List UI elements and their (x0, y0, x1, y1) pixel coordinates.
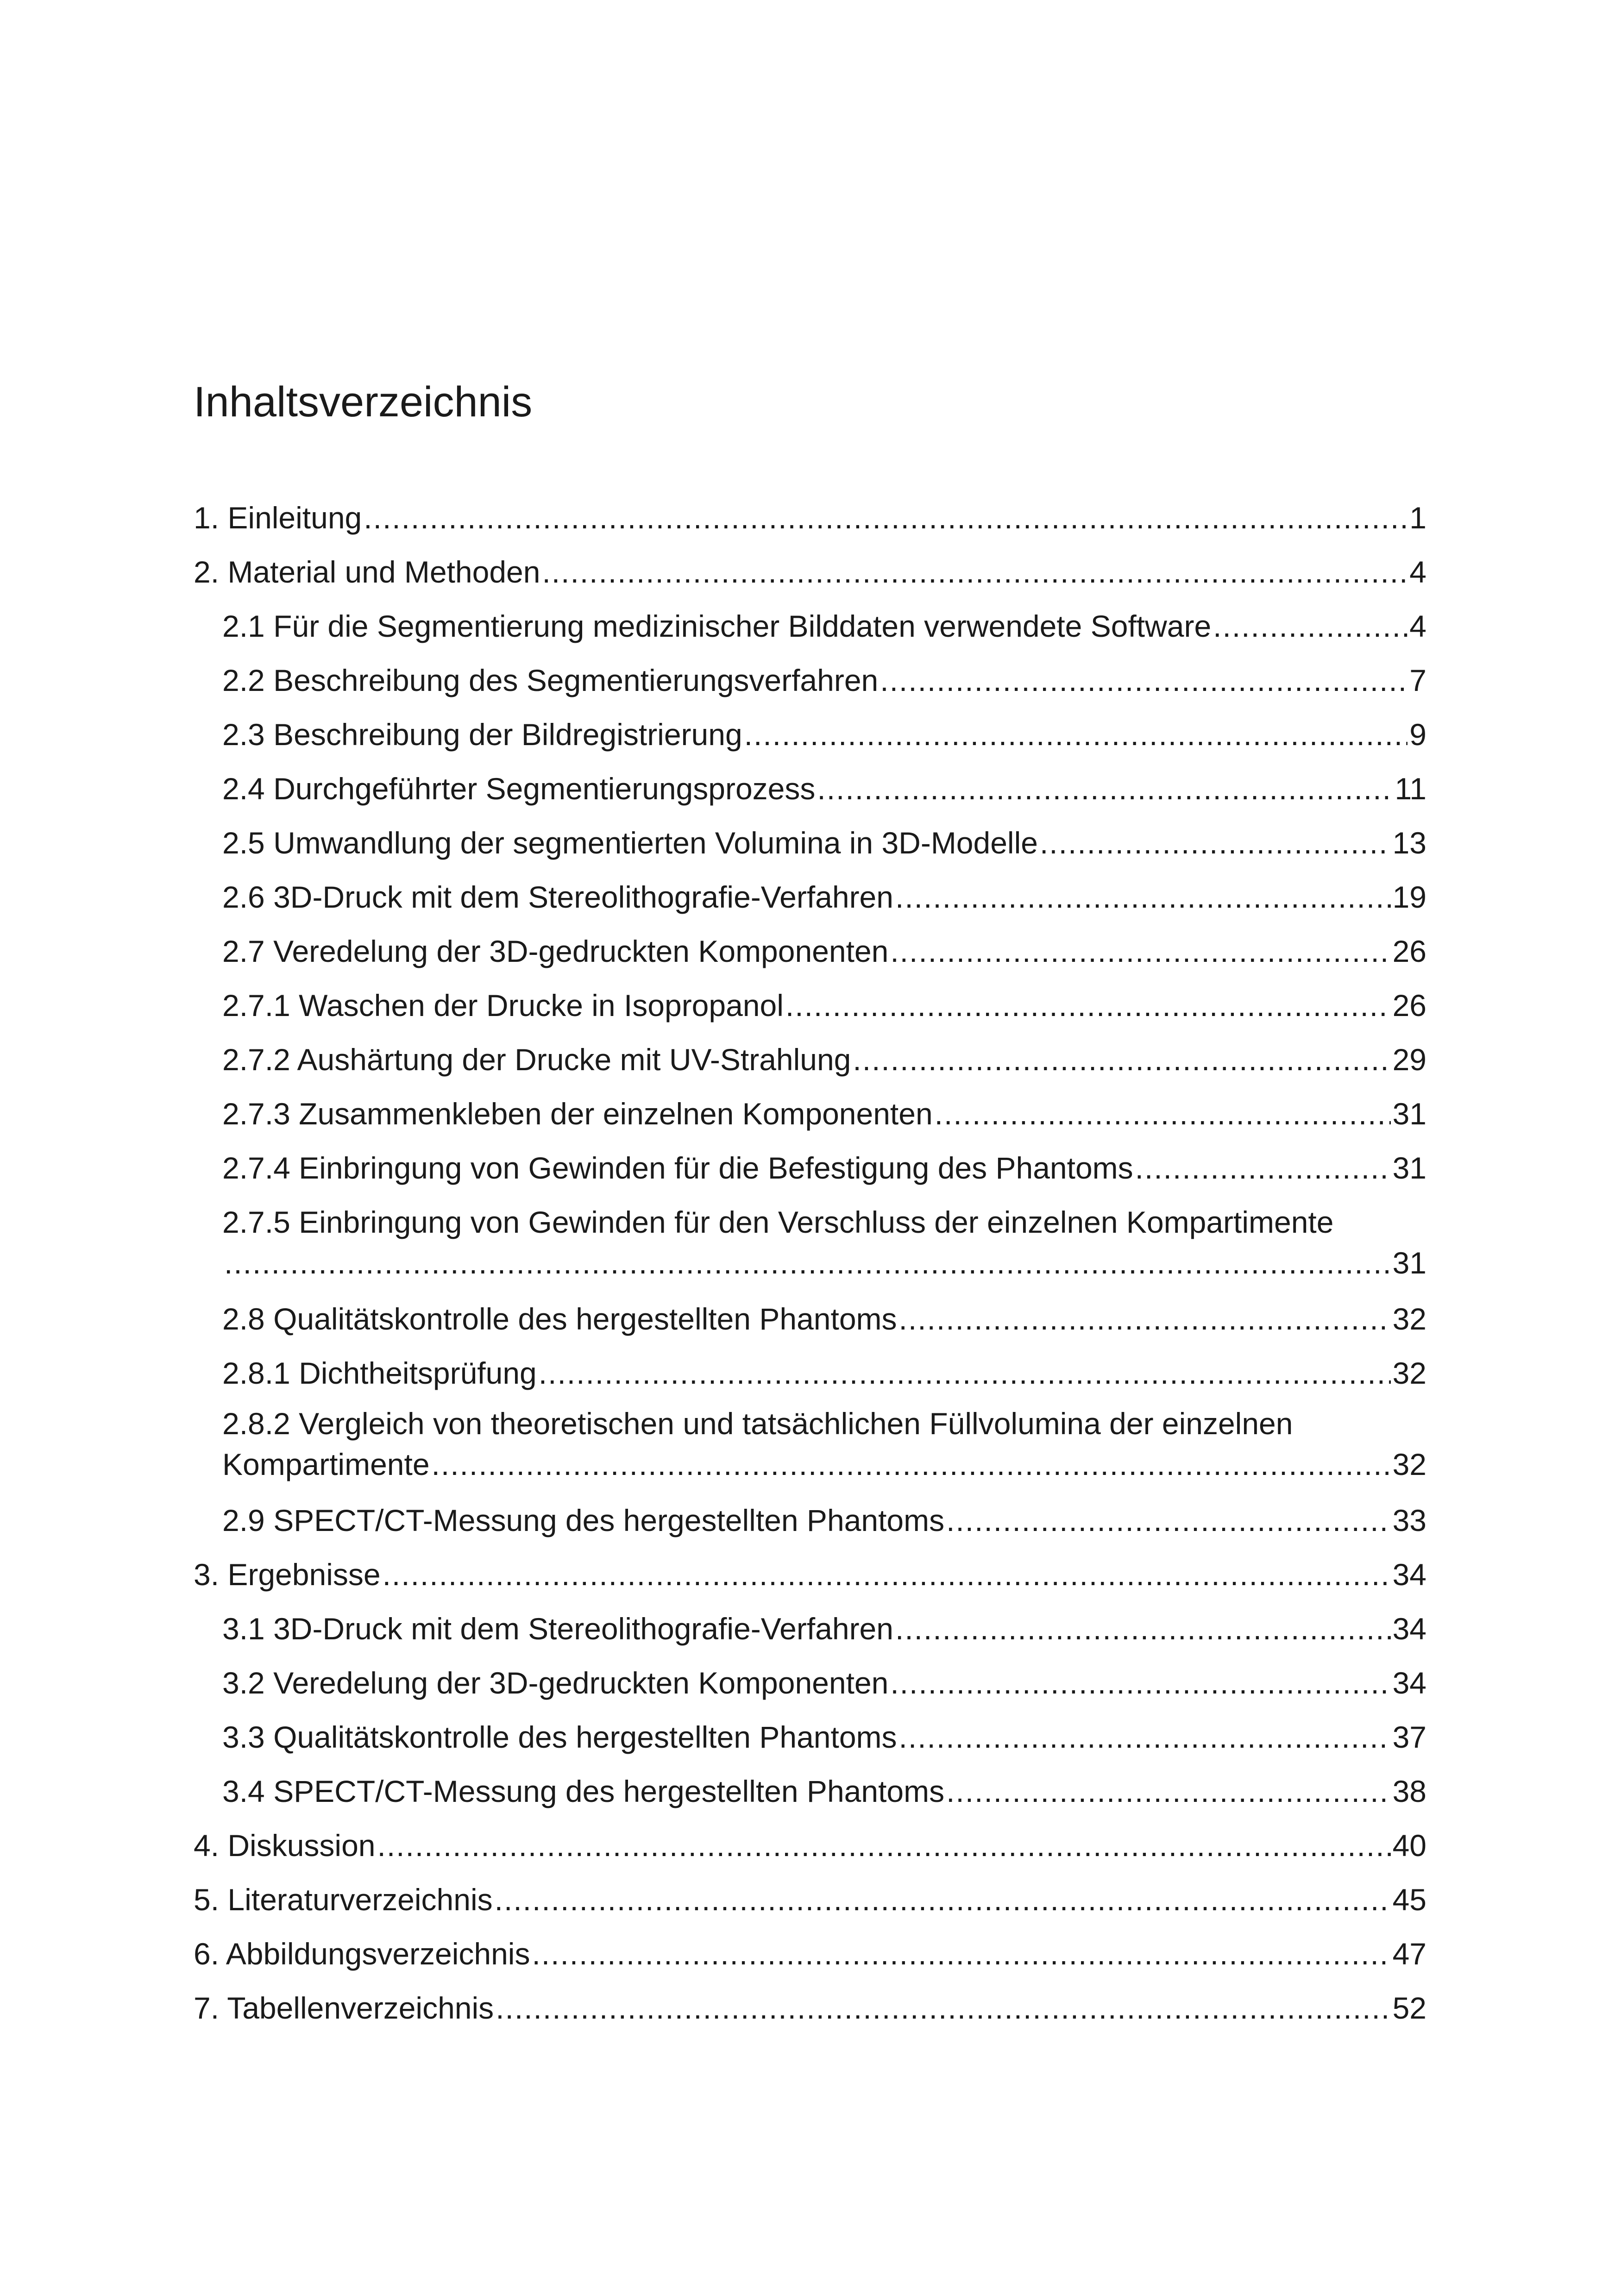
toc-entry-label: 3.2 Veredelung der 3D-gedruckten Komponenten (222, 1666, 889, 1700)
dot-leader (532, 1938, 1390, 1969)
dot-leader (1135, 1153, 1391, 1183)
toc-entry (194, 1993, 1426, 2030)
toc-page-number: 29 (1392, 1042, 1426, 1077)
toc-entry-label: 2.7 Veredelung der 3D-gedruckten Komponenten (222, 934, 889, 968)
toc-entry-label: 2.8.1 Dichtheitsprüfung (222, 1356, 537, 1390)
toc-entry-label: 2.7.4 Einbringung von Gewinden für die Befestigung des Phantoms (222, 1151, 1133, 1185)
toc-entry-row (222, 828, 1426, 865)
toc-entry-row (222, 1613, 1426, 1650)
toc-entry (194, 1938, 1426, 1976)
dot-leader (496, 1993, 1390, 2023)
toc-page-number: 31 (1392, 1097, 1426, 1131)
toc-page-number: 34 (1392, 1557, 1426, 1592)
toc-page-number: 47 (1392, 1937, 1426, 1971)
toc-entry-row (222, 1358, 1426, 1395)
toc-entry-row (194, 557, 1426, 594)
toc-entry (222, 1153, 1426, 1190)
toc-entry-label: 2.7.3 Zusammenkleben der einzelnen Komponenten (222, 1097, 933, 1131)
dot-leader (1040, 828, 1391, 858)
toc-page-number: 26 (1392, 934, 1426, 968)
toc-entry-label: 2.6 3D-Druck mit dem Stereolithografie-Verfahren (222, 880, 893, 914)
toc-entry-row (222, 1098, 1426, 1135)
toc-entry (222, 719, 1426, 756)
toc-page-number: 52 (1392, 1991, 1426, 2025)
toc-entry-label: Kompartimente (222, 1447, 430, 1481)
dot-leader (785, 990, 1391, 1021)
toc-entry (222, 1207, 1426, 1286)
dot-leader (853, 1044, 1390, 1075)
toc-entry (222, 665, 1426, 702)
dot-leader (542, 557, 1407, 587)
toc-entry-row (222, 1722, 1426, 1759)
toc-page-number: 9 (1409, 717, 1426, 752)
toc-entry-row (222, 990, 1426, 1027)
toc-entry-label: 2.4 Durchgeführter Segmentierungsprozess (222, 772, 816, 806)
dot-leader (890, 1668, 1390, 1698)
page-title: Inhaltsverzeichnis (194, 378, 533, 426)
dot-leader (880, 665, 1407, 696)
toc-entry-label: 7. Tabellenverzeichnis (194, 1991, 494, 2025)
toc-page-number: 13 (1392, 826, 1426, 860)
dot-leader (817, 773, 1393, 804)
dot-leader (539, 1358, 1391, 1388)
toc-entry (222, 990, 1426, 1027)
toc-entry-row (194, 1559, 1426, 1596)
dot-leader (377, 1830, 1391, 1861)
toc-entry-row (194, 1938, 1426, 1976)
toc-entry-label: 1. Einleitung (194, 501, 362, 535)
toc-entry-row (194, 1993, 1426, 2030)
dot-leader (432, 1449, 1391, 1480)
toc-entry-label: 3.1 3D-Druck mit dem Stereolithografie-Verfahren (222, 1612, 893, 1646)
toc-page-number: 32 (1392, 1447, 1426, 1481)
toc-entry-label: 2.3 Beschreibung der Bildregistrierung (222, 717, 742, 752)
toc-page-number: 37 (1392, 1720, 1426, 1754)
toc-entry-label: 2.8 Qualitätskontrolle des hergestellten Phantoms (222, 1302, 897, 1336)
toc-entry (222, 1098, 1426, 1135)
dot-leader (744, 719, 1408, 750)
toc-page-number: 1 (1409, 501, 1426, 535)
toc-entry (222, 1408, 1426, 1487)
dot-leader (899, 1722, 1391, 1752)
toc-page-number: 45 (1392, 1882, 1426, 1917)
toc-entry (222, 882, 1426, 919)
dot-leader (935, 1098, 1391, 1129)
toc-entry-row (222, 1153, 1426, 1190)
dot-leader (899, 1304, 1391, 1334)
toc-page-number: 33 (1392, 1503, 1426, 1537)
toc-entry-row (222, 719, 1426, 756)
toc-entry (222, 611, 1426, 648)
dot-leader (895, 1613, 1391, 1644)
toc-page-number: 19 (1392, 880, 1426, 914)
toc-entry-label: 2.7.1 Waschen der Drucke in Isopropanol (222, 988, 784, 1023)
toc-entry-label: 2.1 Für die Segmentierung medizinischer Bilddaten verwendete Software (222, 609, 1212, 643)
toc-entry-label: 2.5 Umwandlung der segmentierten Volumina in 3D-Modelle (222, 826, 1038, 860)
toc-page-number: 31 (1392, 1151, 1426, 1185)
toc-page-number: 31 (1392, 1246, 1426, 1280)
toc-page-number: 34 (1392, 1612, 1426, 1646)
toc-entry-label: 4. Diskussion (194, 1828, 376, 1863)
toc-entry-row (194, 502, 1426, 539)
toc-entry-row (222, 936, 1426, 973)
toc-entry-label: 3.3 Qualitätskontrolle des hergestellten Phantoms (222, 1720, 897, 1754)
toc-entry-row (222, 1304, 1426, 1341)
toc-entry-label: 2.9 SPECT/CT-Messung des hergestellten Phantoms (222, 1503, 945, 1537)
toc-entry (222, 1044, 1426, 1081)
toc-page-number: 38 (1392, 1774, 1426, 1808)
toc-entry (222, 1776, 1426, 1813)
toc-page-number: 11 (1395, 772, 1426, 806)
dot-leader (946, 1505, 1390, 1536)
toc-page-number: 32 (1392, 1356, 1426, 1390)
toc-entry (194, 1559, 1426, 1596)
toc-entry-row (222, 1668, 1426, 1705)
toc-entry-row (222, 1044, 1426, 1081)
dot-leader (224, 1248, 1391, 1278)
toc-page-number: 7 (1409, 663, 1426, 697)
toc-entry-row (222, 1449, 1426, 1486)
toc-entry-label: 3. Ergebnisse (194, 1557, 381, 1592)
toc-entry (222, 773, 1426, 810)
toc-entry (194, 557, 1426, 594)
toc-entry-row (222, 882, 1426, 919)
dot-leader (1213, 611, 1407, 641)
toc-entry (222, 828, 1426, 865)
dot-leader (946, 1776, 1390, 1807)
toc-entry-label: 6. Abbildungsverzeichnis (194, 1937, 530, 1971)
toc-entry (222, 1722, 1426, 1759)
toc-entry (222, 936, 1426, 973)
dot-leader (383, 1559, 1391, 1590)
dot-leader (895, 882, 1391, 912)
toc-entry-label: 3.4 SPECT/CT-Messung des hergestellten Phantoms (222, 1774, 945, 1808)
toc-entry-row (194, 1830, 1426, 1867)
toc-page-number: 4 (1409, 609, 1426, 643)
toc-entry (222, 1668, 1426, 1705)
toc-entry-label-line1: 2.8.2 Vergleich von theoretischen und tatsächlichen Füllvolumina der einzelnen (222, 1406, 1293, 1441)
toc-entry-label: 2. Material und Methoden (194, 555, 540, 589)
toc-page-number: 4 (1409, 555, 1426, 589)
toc-entry-label: 2.2 Beschreibung des Segmentierungsverfahren (222, 663, 879, 697)
dot-leader (890, 936, 1390, 966)
toc-page-number: 26 (1392, 988, 1426, 1023)
dot-leader (495, 1884, 1391, 1915)
toc-entry-row (222, 773, 1426, 810)
toc-page-number: 32 (1392, 1302, 1426, 1336)
toc-entry-label-line1: 2.7.5 Einbringung von Gewinden für den Verschluss der einzelnen Kompartimente (222, 1205, 1334, 1239)
toc-entry (222, 1358, 1426, 1395)
toc-entry-row (222, 1505, 1426, 1542)
toc-entry-label: 5. Literaturverzeichnis (194, 1882, 493, 1917)
toc-page-number: 34 (1392, 1666, 1426, 1700)
toc-entry (222, 1505, 1426, 1542)
toc-entry-row (194, 1884, 1426, 1921)
toc-entry (222, 1304, 1426, 1341)
toc-entry (194, 1884, 1426, 1921)
toc-entry-label: 2.7.2 Aushärtung der Drucke mit UV-Strahlung (222, 1042, 851, 1077)
toc-page-number: 40 (1392, 1828, 1426, 1863)
toc-entry (222, 1613, 1426, 1650)
toc-entry (194, 1830, 1426, 1867)
dot-leader (364, 502, 1407, 533)
toc-entry-row (222, 611, 1426, 648)
toc-entry-row (222, 665, 1426, 702)
toc-entry-row (222, 1248, 1426, 1285)
toc-entry (194, 502, 1426, 539)
toc-entry-row (222, 1776, 1426, 1813)
